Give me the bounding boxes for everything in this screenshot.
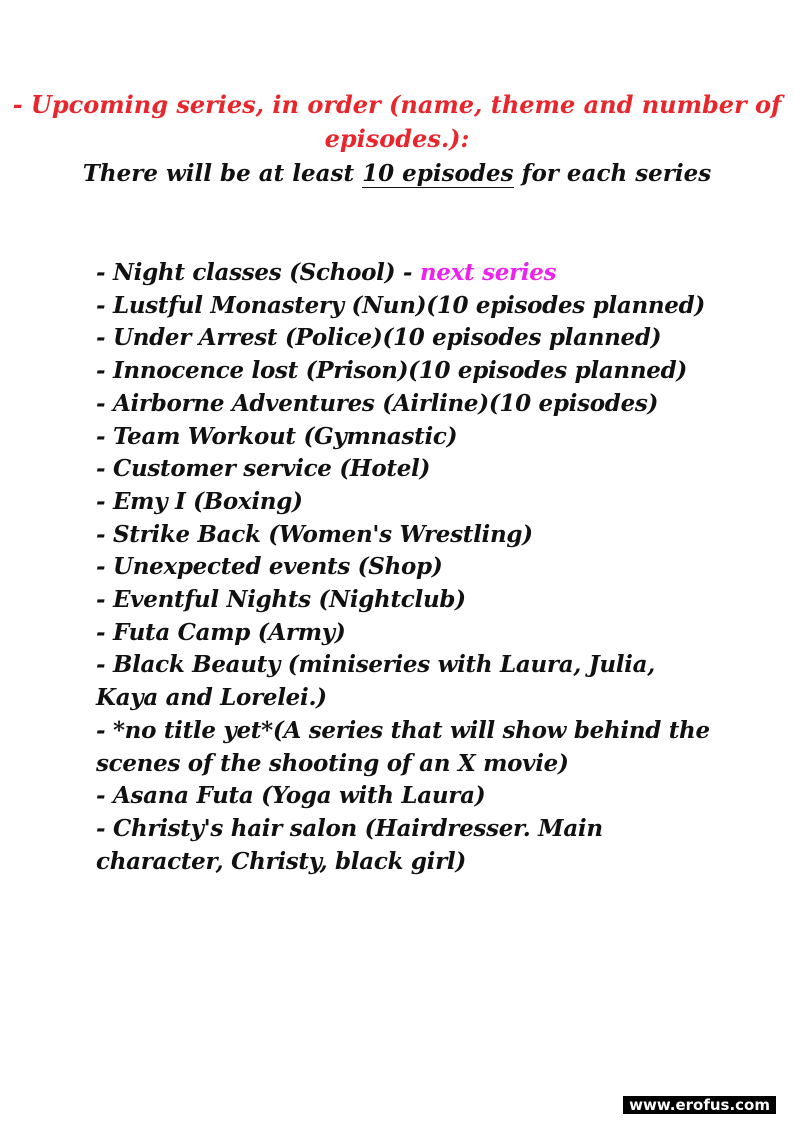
subheading-underlined: 10 episodes bbox=[362, 160, 514, 187]
list-item: - Under Arrest (Police)(10 episodes planned) bbox=[96, 324, 662, 352]
series-item-text: - Night classes (School) - bbox=[96, 259, 420, 286]
subheading bbox=[0, 157, 794, 191]
subheading-before: There will be at least bbox=[82, 160, 363, 187]
list-item: - Team Workout (Gymnastic) bbox=[96, 422, 458, 450]
next-series-tag: next series bbox=[419, 259, 557, 286]
subheading-after: for each series bbox=[513, 160, 712, 187]
heading: - Upcoming series, in order (name, theme and number of episodes.): bbox=[12, 90, 782, 153]
list-item: - Lustful Monastery (Nun)(10 episodes planned) bbox=[96, 291, 706, 319]
list-item: - Customer service (Hotel) bbox=[96, 455, 431, 483]
list-item: - Christy's hair salon (Hairdresser. Main character, Christy, black girl) bbox=[96, 814, 603, 875]
list-item: - Asana Futa (Yoga with Laura) bbox=[96, 782, 486, 810]
list-item: - Strike Back (Women's Wrestling) bbox=[96, 520, 533, 548]
list-item: - Airborne Adventures (Airline)(10 episodes) bbox=[96, 389, 659, 417]
list-item: - Unexpected events (Shop) bbox=[96, 553, 443, 581]
list-item bbox=[96, 257, 716, 290]
list-item: - Futa Camp (Army) bbox=[96, 618, 346, 646]
list-item: - Black Beauty (miniseries with Laura, Julia, Kaya and Lorelei.) bbox=[96, 651, 655, 712]
watermark: www.erofus.com bbox=[623, 1096, 776, 1114]
list-item: - Innocence lost (Prison)(10 episodes planned) bbox=[96, 357, 687, 385]
list-item: - *no title yet*(A series that will show behind the scenes of the shooting of an X movie) bbox=[96, 716, 710, 777]
series-list bbox=[96, 257, 716, 878]
list-item: - Eventful Nights (Nightclub) bbox=[96, 586, 466, 614]
list-item: - Emy I (Boxing) bbox=[96, 487, 303, 515]
